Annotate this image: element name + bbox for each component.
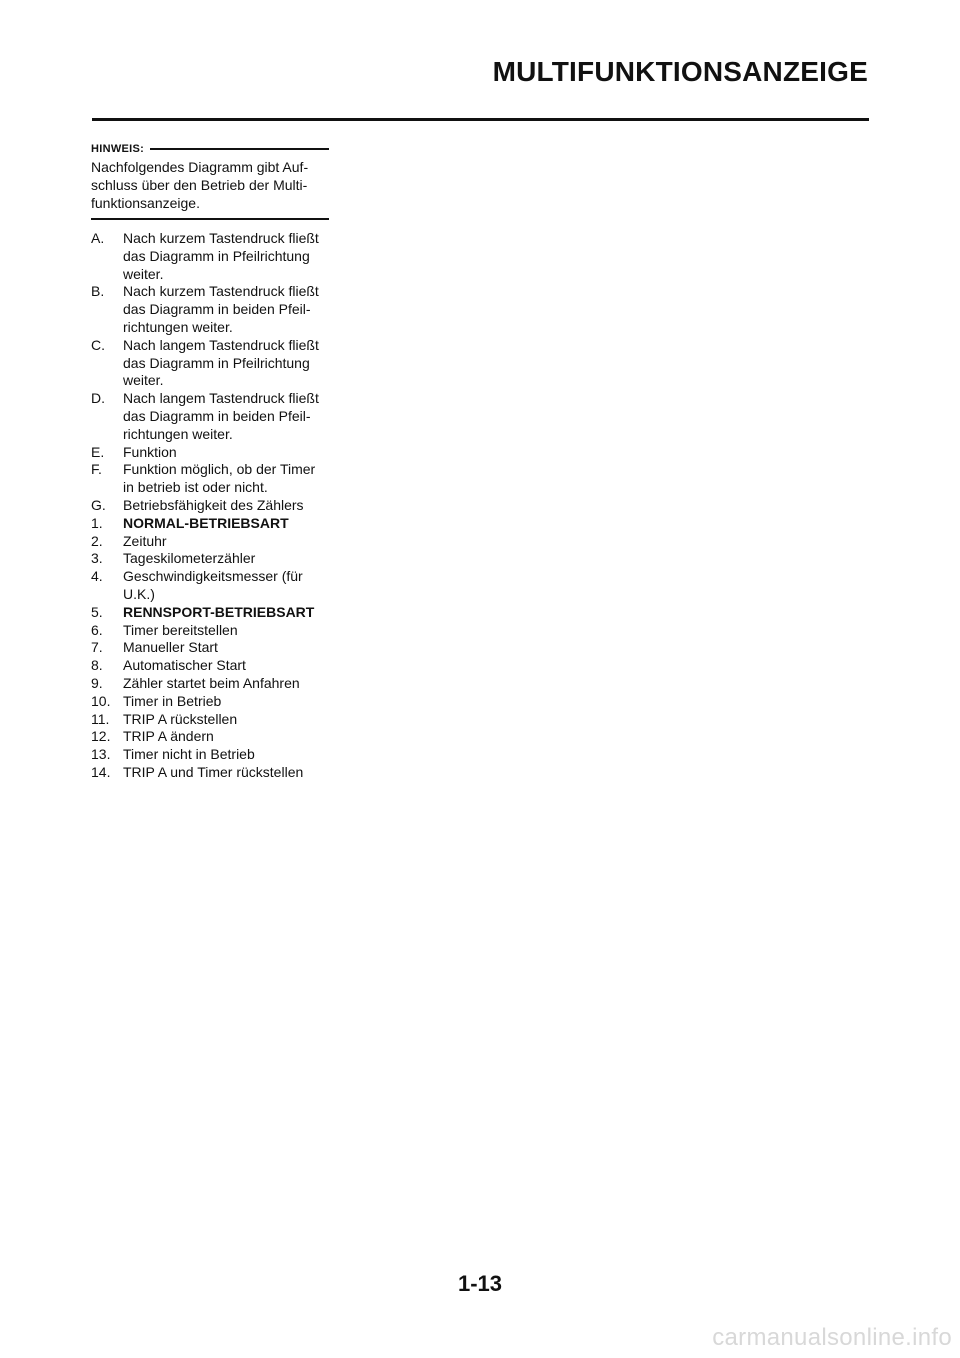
legend-text-line: Manueller Start [123, 639, 218, 656]
legend-item [91, 337, 329, 390]
legend-item [91, 657, 329, 675]
legend-text [123, 533, 329, 551]
legend-item [91, 550, 329, 568]
legend-item [91, 604, 329, 622]
page-number: 1-13 [457, 1271, 503, 1296]
legend-item [91, 497, 329, 515]
legend-key: 5. [91, 603, 103, 620]
legend-text [123, 693, 329, 711]
legend-key: 4. [91, 568, 103, 585]
legend-text [123, 283, 329, 336]
legend-text-line: Funktion [123, 443, 177, 460]
legend-text-line: U.K.) [123, 585, 155, 602]
legend-item [91, 515, 329, 533]
legend-text-line: NORMAL-BETRIEBSART [123, 514, 289, 531]
legend-text [123, 337, 329, 390]
legend-text-line: TRIP A rückstellen [123, 710, 238, 727]
legend-text-line: Nach langem Tastendruck fließt [123, 390, 319, 407]
legend-text-line: richtungen weiter. [123, 318, 233, 335]
legend-text [123, 728, 329, 746]
legend-text-line: das Diagramm in beiden Pfeil- [123, 407, 311, 424]
legend-text-line: TRIP A ändern [123, 728, 214, 745]
legend-text [123, 675, 329, 693]
legend-text [123, 230, 329, 283]
legend-key: 8. [91, 657, 103, 674]
legend-text [123, 390, 329, 443]
legend-text-line: Timer nicht in Betrieb [123, 746, 255, 763]
legend-text-line: das Diagramm in Pfeilrichtung [123, 354, 310, 371]
note-line: schluss über den Betrieb der Multi- [91, 177, 308, 193]
text-column [91, 140, 329, 782]
legend-key: 1. [91, 514, 103, 531]
legend-text [123, 497, 329, 515]
legend-text-line: weiter. [123, 265, 164, 282]
legend-text [123, 657, 329, 675]
legend-text [123, 711, 329, 729]
note-line: funktionsanzeige. [91, 195, 200, 211]
watermark: carmanualsonline.info [712, 1324, 952, 1351]
legend-text-line: Automatischer Start [123, 657, 246, 674]
legend-text-line: Zeituhr [123, 532, 167, 549]
legend-key: D. [91, 390, 105, 407]
note-end-rule [91, 218, 329, 220]
note-header-rule [150, 148, 329, 150]
legend-text [123, 764, 329, 782]
legend-key: 10. [91, 692, 111, 709]
legend-text [123, 568, 329, 604]
legend-text-line: das Diagramm in Pfeilrichtung [123, 247, 310, 264]
legend-key: 9. [91, 674, 103, 691]
note-body [91, 158, 329, 212]
legend-item [91, 764, 329, 782]
legend-text-line: richtungen weiter. [123, 425, 233, 442]
legend-text [123, 604, 329, 622]
legend-text-line: das Diagramm in beiden Pfeil- [123, 301, 311, 318]
legend-key: 12. [91, 728, 111, 745]
legend-item [91, 639, 329, 657]
legend-item [91, 444, 329, 462]
legend-text-line: Timer in Betrieb [123, 692, 222, 709]
legend-item [91, 675, 329, 693]
legend-text-line: in betrieb ist oder nicht. [123, 479, 268, 496]
legend-text [123, 444, 329, 462]
legend-text-line: Betriebsfähigkeit des Zählers [123, 496, 304, 513]
title-divider [92, 118, 869, 121]
legend-key: 11. [91, 710, 110, 727]
legend-key: 13. [91, 746, 111, 763]
legend-item [91, 693, 329, 711]
legend-item [91, 533, 329, 551]
legend-item [91, 622, 329, 640]
legend-key: C. [91, 336, 105, 353]
legend-item [91, 461, 329, 497]
legend-text [123, 461, 329, 497]
legend-text [123, 639, 329, 657]
legend-item [91, 568, 329, 604]
legend-key: B. [91, 283, 105, 300]
legend-text-line: weiter. [123, 372, 164, 389]
legend-text-line: Geschwindigkeitsmesser (für [123, 568, 303, 585]
legend-key: 14. [91, 763, 111, 780]
legend-text-line: Nach langem Tastendruck fließt [123, 336, 319, 353]
note-header [91, 140, 329, 158]
legend-text-line: Nach kurzem Tastendruck fließt [123, 283, 319, 300]
legend-key: 3. [91, 550, 103, 567]
legend-text [123, 746, 329, 764]
legend-key: 2. [91, 532, 103, 549]
legend-key: G. [91, 496, 106, 513]
legend-item [91, 230, 329, 283]
legend-key: E. [91, 443, 105, 460]
legend-text [123, 550, 329, 568]
legend-text [123, 622, 329, 640]
legend-key: F. [91, 461, 102, 478]
legend-item [91, 390, 329, 443]
legend-item [91, 283, 329, 336]
legend-item [91, 711, 329, 729]
note-line: Nachfolgendes Diagramm gibt Auf- [91, 159, 309, 175]
legend-text [123, 515, 329, 533]
legend-text-line: TRIP A und Timer rückstellen [123, 763, 304, 780]
legend-text-line: Tageskilometerzähler [123, 550, 256, 567]
legend-text-line: RENNSPORT-BETRIEBSART [123, 603, 315, 620]
page-title: MULTIFUNKTIONSANZEIGE [492, 56, 868, 87]
legend-list [91, 230, 329, 782]
legend-text-line: Zähler startet beim Anfahren [123, 674, 300, 691]
legend-text-line: Timer bereitstellen [123, 621, 238, 638]
legend-key: A. [91, 230, 105, 246]
legend-text-line: Nach kurzem Tastendruck fließt [123, 230, 319, 246]
legend-key: 6. [91, 621, 103, 638]
legend-key: 7. [91, 639, 103, 656]
legend-text-line: Funktion möglich, ob der Timer [123, 461, 316, 478]
legend-item [91, 728, 329, 746]
legend-item [91, 746, 329, 764]
note-label: HINWEIS: [91, 143, 145, 155]
